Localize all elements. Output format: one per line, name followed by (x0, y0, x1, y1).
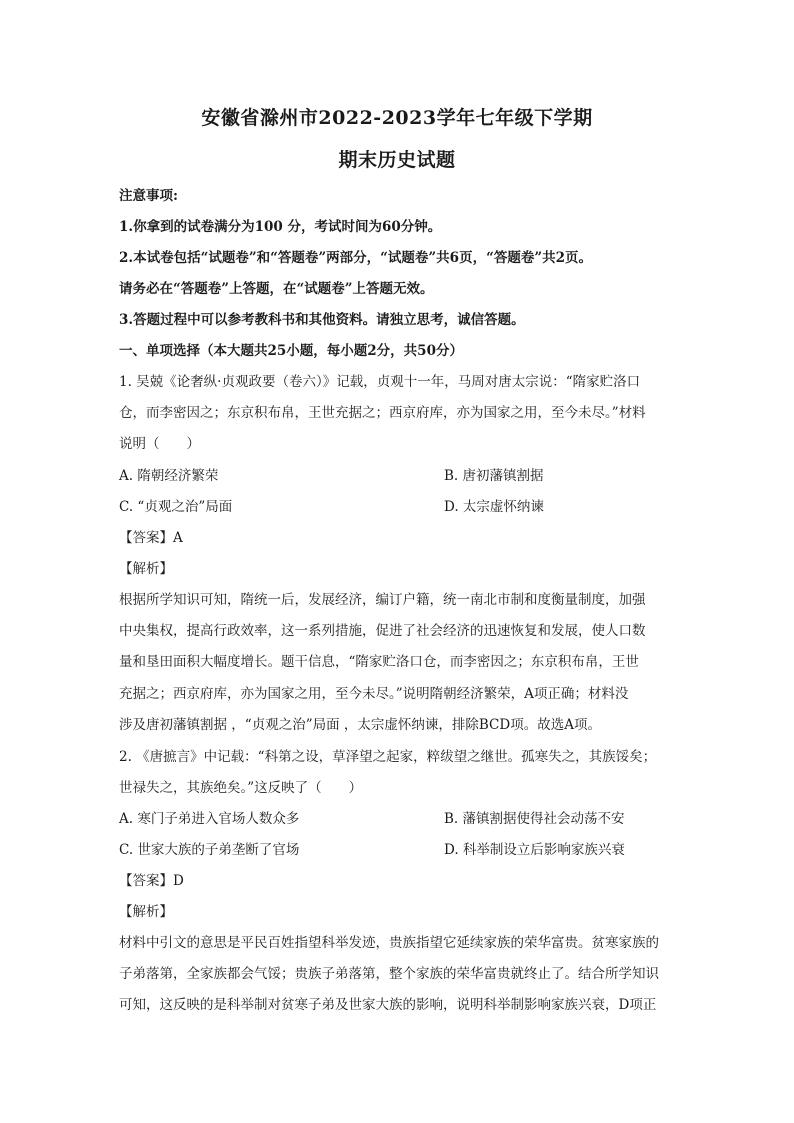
q2-stem-line: 2. 《唐摭言》中记载：“科第之设，草泽望之起家，粹绂望之继世。孤寒失之，其族馁矣； (119, 749, 657, 765)
q1-option-b: B. 唐初藩镇割据 (444, 468, 544, 484)
q1-answer: 【答案】A (119, 530, 183, 546)
q2-option-a: A. 寒门子弟进入官场人数众多 (119, 811, 300, 827)
q1-stem-line: 仓，而李密因之；东京积布帛，王世充据之；西京府库，亦为国家之用，至今未尽。”材料 (119, 405, 646, 421)
note-item: 3.答题过程中可以参考教科书和其他资料。请独立思考，诚信答题。 (119, 312, 525, 328)
q1-analysis-line: 中央集权，提高行政效率，这一系列措施，促进了社会经济的迅速恢复和发展，使人口数 (119, 623, 646, 639)
note-item: 请务必在“答题卷”上答题，在“试题卷”上答题无效。 (119, 281, 434, 297)
q1-option-a: A. 隋朝经济繁荣 (119, 468, 219, 484)
q2-stem-line: 世禄失之，其族绝矣。”这反映了（ ） (119, 780, 363, 796)
q2-option-d: D. 科举制设立后影响家族兴衰 (444, 842, 625, 858)
q1-option-d: D. 太宗虚怀纳谏 (444, 499, 544, 515)
q2-analysis-line: 可知，这反映的是科举制对贫寒子弟及世家大族的影响，说明科举制影响家族兴衰，D项正 (119, 997, 657, 1013)
q1-analysis-label: 【解析】 (119, 561, 173, 577)
notes-header: 注意事项: (119, 188, 178, 204)
q2-option-c: C. 世家大族的子弟垄断了官场 (119, 842, 300, 858)
q2-analysis-line: 材料中引文的意思是平民百姓指望科举发迹，贵族指望它延续家族的荣华富贵。贫寒家族的 (119, 935, 659, 951)
note-item: 2.本试卷包括“试题卷”和“答题卷”两部分，“试题卷”共6页，“答题卷”共2页。 (119, 250, 593, 266)
q1-stem-line: 说明（ ） (119, 436, 200, 452)
note-item: 1.你拿到的试卷满分为100 分，考试时间为60分钟。 (119, 219, 442, 235)
q1-analysis-line: 涉及唐初藩镇割据 ，“贞观之治”局面 ，太宗虚怀纳谏，排除BCD项。故选A项。 (119, 717, 601, 733)
exam-title: 安徽省滁州市2022-2023学年七年级下学期 (201, 107, 593, 129)
q1-analysis-line: 根据所学知识可知，隋统一后，发展经济，编订户籍，统一南北市制和度衡量制度，加强 (119, 592, 646, 608)
q2-analysis-line: 子弟落第，全家族都会气馁；贵族子弟落第，整个家族的荣华富贵就终止了。结合所学知识 (119, 966, 659, 982)
q1-analysis-line: 量和垦田面积大幅度增长。题干信息，“隋家贮洛口仓，而李密因之；东京积布帛，王世 (119, 654, 639, 670)
q1-option-c: C. “贞观之治”局面 (119, 499, 233, 515)
q1-stem-line: 1. 吴兢《论奢纵·贞观政要（卷六）》记载，贞观十一年，马周对唐太宗说：“隋家贮洛口 (119, 374, 641, 390)
section-heading: 一、单项选择（本大题共25小题，每小题2分，共50分） (119, 343, 463, 359)
q2-answer: 【答案】D (119, 873, 184, 889)
q1-analysis-line: 充据之；西京府库，亦为国家之用，至今未尽。”说明隋朝经济繁荣，A项正确；材料没 (119, 686, 629, 702)
exam-subtitle: 期末历史试题 (338, 149, 456, 171)
q2-option-b: B. 藩镇割据使得社会动荡不安 (444, 811, 625, 827)
q2-analysis-label: 【解析】 (119, 904, 173, 920)
